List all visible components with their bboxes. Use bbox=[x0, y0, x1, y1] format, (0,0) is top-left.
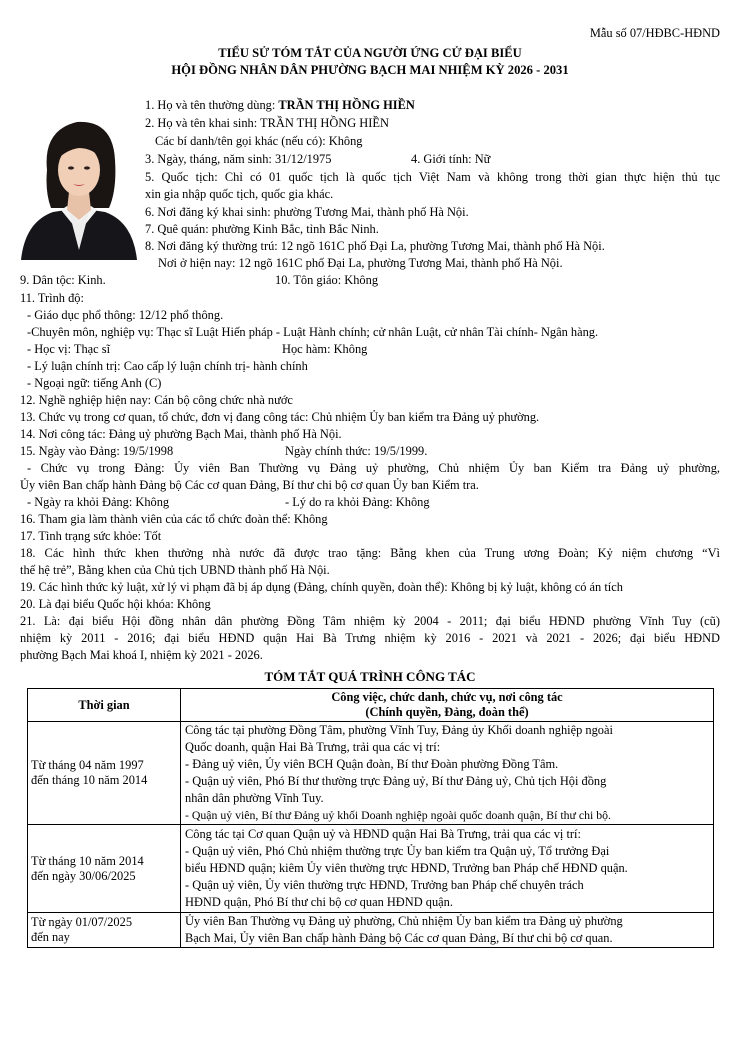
bio-awards: 18. Các hình thức khen thưởng nhà nước đã được trao tặng: Bằng khen của Trung ương Đoàn; Kỷ niệm chương “Vì bbox=[20, 546, 720, 560]
bio-birth-name: 2. Họ và tên khai sinh: TRẦN THỊ HỒNG HIỀN bbox=[145, 116, 389, 130]
bio-party-leave-date: - Ngày ra khỏi Đảng: Không bbox=[27, 495, 170, 509]
table-row bbox=[28, 722, 714, 825]
description-line: Công tác tại Cơ quan Quận uỷ và HĐND quận Hai Bà Trưng, trải qua các vị trí: bbox=[185, 827, 581, 841]
bio-council-terms-cont-2: phường Bạch Mai khoá I, nhiệm kỳ 2021 - 2026. bbox=[20, 648, 263, 662]
bio-occupation: 12. Nghề nghiệp hiện nay: Cán bộ công chức nhà nước bbox=[20, 393, 293, 407]
description-line: biểu HĐND quận; kiêm Ủy viên thường trực HĐND, Trưởng ban Pháp chế HĐND quận. bbox=[185, 861, 628, 875]
period-start: Từ tháng 10 năm 2014 bbox=[31, 853, 144, 868]
bio-degree: - Học vị: Thạc sĩ bbox=[27, 342, 111, 356]
period-start: Từ tháng 04 năm 1997 bbox=[31, 758, 144, 772]
career-description bbox=[181, 913, 714, 948]
candidate-portrait-photo bbox=[17, 100, 141, 260]
document-title-line-2: HỘI ĐỒNG NHÂN DÂN PHƯỜNG BẠCH MAI NHIỆM KỲ 2026 - 2031 bbox=[171, 63, 569, 77]
bio-professional-qualification: -Chuyên môn, nghiệp vụ: Thạc sĩ Luật Hiến pháp - Luật Hành chính; cử nhân Luật, cử nhân Tài chính- Ngân hàng. bbox=[27, 325, 599, 339]
bio-health: 17. Tình trạng sức khỏe: Tốt bbox=[20, 529, 162, 543]
description-line: Bạch Mai, Ủy viên Ban chấp hành Đảng bộ Các cơ quan Đảng, Bí thư chi bộ cơ quan. bbox=[185, 931, 613, 945]
column-header-work bbox=[181, 689, 714, 722]
bio-birth-registration: 6. Nơi đăng ký khai sinh: phường Tương Mai, thành phố Hà Nội. bbox=[145, 205, 469, 219]
period-end: đến nay bbox=[31, 930, 70, 944]
period-end: đến tháng 10 năm 2014 bbox=[31, 773, 148, 787]
period-start: Từ ngày 01/07/2025 bbox=[31, 915, 133, 929]
bio-political-theory: - Lý luận chính trị: Cao cấp lý luận chính trị- hành chính bbox=[27, 359, 308, 373]
description-line: Quốc doanh, quận Hai Bà Trưng, trải qua các vị trí: bbox=[185, 740, 441, 754]
career-description bbox=[181, 722, 714, 825]
description-line: - Đảng uỷ viên, Ủy viên BCH Quận đoàn, Bí thư Đoàn phường Đồng Tâm. bbox=[185, 757, 559, 771]
career-section-title: TÓM TẮT QUÁ TRÌNH CÔNG TÁC bbox=[264, 669, 476, 684]
description-line: - Quận uỷ viên, Phó Bí thư thường trực Đảng uỷ, Bí thư Đảng uỷ, Chủ tịch Hội đồng bbox=[185, 774, 607, 788]
bio-current-position: 13. Chức vụ trong cơ quan, tổ chức, đơn vị đang công tác: Chủ nhiệm Ủy ban kiểm tra Đảng uỷ phường. bbox=[20, 410, 540, 424]
bio-religion: 10. Tôn giáo: Không bbox=[275, 273, 379, 287]
bio-party-leave-reason: - Lý do ra khỏi Đảng: Không bbox=[285, 495, 430, 509]
career-period bbox=[28, 825, 181, 913]
table-row bbox=[28, 825, 714, 913]
bio-party-position: - Chức vụ trong Đảng: Ủy viên Ban Thường vụ Đảng uỷ phường, Chủ nhiệm Ủy ban Kiểm tra Đảng uỷ phường, bbox=[27, 461, 720, 475]
table-row bbox=[28, 913, 714, 948]
description-line: HĐND quận, Phó Bí thư chi bộ cơ quan HĐND quận. bbox=[185, 895, 453, 909]
column-header-time: Thời gian bbox=[28, 689, 181, 722]
bio-organizations: 16. Tham gia làm thành viên của các tổ chức đoàn thể: Không bbox=[20, 512, 328, 526]
column-header-work-line-1: Công việc, chức danh, chức vụ, nơi công tác bbox=[331, 690, 563, 704]
bio-general-education: - Giáo dục phổ thông: 12/12 phổ thông. bbox=[27, 308, 224, 322]
bio-dob: 3. Ngày, tháng, năm sinh: 31/12/1975 bbox=[145, 152, 332, 166]
bio-national-assembly: 20. Là đại biểu Quốc hội khóa: Không bbox=[20, 597, 211, 611]
bio-current-residence: Nơi ở hiện nay: 12 ngõ 161C phố Đại La, phường Tương Mai, thành phố Hà Nội. bbox=[158, 256, 563, 270]
bio-workplace: 14. Nơi công tác: Đảng uỷ phường Bạch Mai, thành phố Hà Nội. bbox=[20, 427, 342, 441]
bio-permanent-residence: 8. Nơi đăng ký thường trú: 12 ngõ 161C phố Đại La, phường Tương Mai, thành phố Hà Nội. bbox=[145, 239, 605, 253]
document-title-line-1: TIỂU SỬ TÓM TẮT CỦA NGƯỜI ỨNG CỬ ĐẠI BIỂU bbox=[218, 46, 522, 60]
description-line: - Quận uỷ viên, Phó Chủ nhiệm thường trực Ủy ban kiểm tra Quận uỷ, Tổ trưởng Đại bbox=[185, 844, 610, 858]
bio-council-terms-cont: nhiệm kỳ 2011 - 2016; đại biểu HĐND quận Hai Bà Trưng nhiệm kỳ 2016 - 2021 và 2021 - 2026; đại biểu HĐND bbox=[20, 631, 720, 645]
bio-party-position-cont: Ủy viên Ban chấp hành Đảng bộ Các cơ quan Đảng, Bí thư chi bộ cơ quan Ủy ban Kiểm tra. bbox=[20, 478, 479, 492]
career-table-header bbox=[28, 689, 714, 722]
career-table bbox=[27, 688, 714, 948]
description-line: Công tác tại phường Đồng Tâm, phường Vĩnh Tuy, Đảng ủy Khối doanh nghiệp ngoài bbox=[185, 723, 613, 737]
description-line: nhân dân phường Vĩnh Tuy. bbox=[185, 791, 324, 805]
form-number: Mẫu số 07/HĐBC-HĐND bbox=[589, 26, 720, 40]
bio-party-entry-date: 15. Ngày vào Đảng: 19/5/1998 bbox=[20, 444, 174, 458]
bio-nationality: 5. Quốc tịch: Chỉ có 01 quốc tịch là quốc tịch Việt Nam và không trong thời gian thực hiện thủ tục bbox=[145, 170, 720, 184]
bio-council-terms: 21. Là: đại biểu Hội đồng nhân dân phường Đồng Tâm nhiệm kỳ 2004 - 2011; đại biểu HĐND phường Vĩnh Tuy (cũ) bbox=[20, 614, 720, 628]
career-description bbox=[181, 825, 714, 913]
bio-awards-cont: thế hệ trẻ”, Bằng khen của Chủ tịch UBND thành phố Hà Nội. bbox=[20, 563, 330, 577]
description-line: - Quận uỷ viên, Ủy viên thường trực HĐND, Trưởng ban Pháp chế chuyên trách bbox=[185, 878, 584, 892]
bio-alias: Các bí danh/tên gọi khác (nếu có): Không bbox=[155, 134, 363, 148]
bio-academic-title: Học hàm: Không bbox=[282, 342, 368, 356]
column-header-work-line-2: (Chính quyền, Đảng, đoàn thể) bbox=[365, 705, 529, 719]
bio-party-official-date: Ngày chính thức: 19/5/1999. bbox=[285, 444, 428, 458]
bio-ethnicity: 9. Dân tộc: Kinh. bbox=[20, 273, 106, 287]
bio-foreign-language: - Ngoại ngữ: tiếng Anh (C) bbox=[27, 376, 162, 390]
description-line: Ủy viên Ban Thường vụ Đảng uỷ phường, Chủ nhiệm Ủy ban kiểm tra Đảng uỷ phường bbox=[185, 914, 623, 928]
bio-common-name: 1. Họ và tên thường dùng: TRẦN THỊ HỒNG HIỀN bbox=[145, 98, 415, 112]
period-end: đến ngày 30/06/2025 bbox=[31, 868, 136, 883]
bio-discipline: 19. Các hình thức kỷ luật, xử lý vi phạm đã bị áp dụng (Đảng, chính quyền, đoàn thể): Không bị kỷ luật, không có án tích bbox=[20, 580, 623, 594]
bio-education-heading: 11. Trình độ: bbox=[20, 291, 84, 305]
bio-nationality-cont: xin gia nhập quốc tịch, quốc gia khác. bbox=[145, 187, 334, 201]
description-line: - Quận uỷ viên, Bí thư Đảng uỷ khối Doanh nghiệp ngoài quốc doanh quận, Bí thư chi bộ. bbox=[185, 808, 611, 822]
bio-hometown: 7. Quê quán: phường Kinh Bắc, tỉnh Bắc Ninh. bbox=[145, 222, 379, 236]
career-period bbox=[28, 913, 181, 948]
career-period bbox=[28, 722, 181, 825]
bio-gender: 4. Giới tính: Nữ bbox=[411, 152, 491, 166]
